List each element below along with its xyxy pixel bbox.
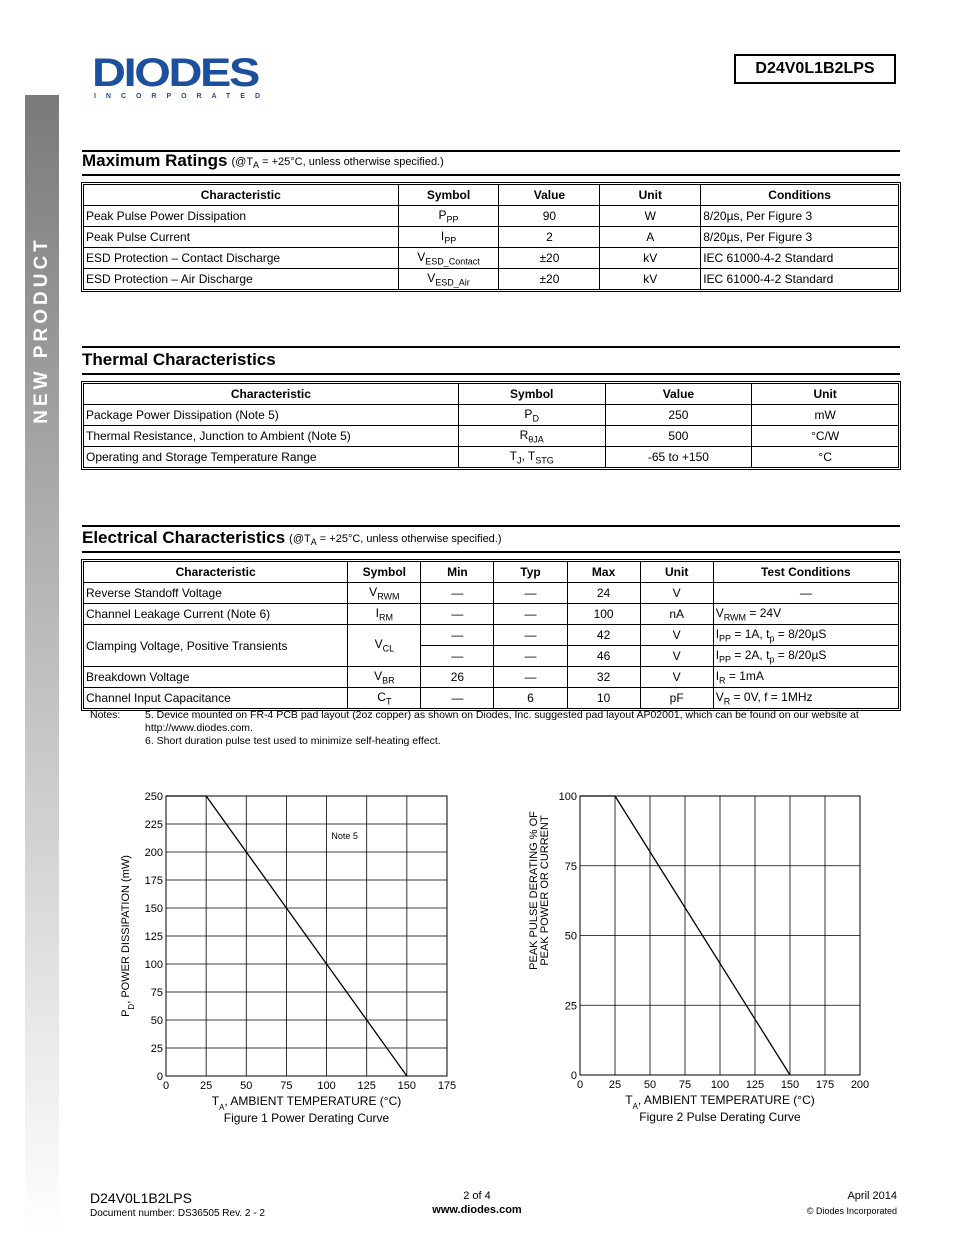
table-row	[84, 405, 899, 426]
sidebar-label: NEW PRODUCT	[31, 236, 52, 424]
y-axis-label: $P_D$, POWER DISSIPATION (mW)	[120, 855, 136, 1017]
symbol-cell: $V_{BR}$	[348, 667, 421, 688]
column-header: Typ	[494, 562, 567, 583]
value-cell: ±20	[499, 248, 600, 269]
x-tick-label: 200	[850, 1079, 870, 1091]
min-cell: —	[421, 646, 494, 667]
value-cell: 250	[605, 405, 752, 426]
electrical-section	[82, 525, 900, 709]
characteristic-cell: Reverse Standoff Voltage	[84, 583, 348, 604]
unit-cell: V	[640, 646, 713, 667]
y-tick-label: 75	[150, 987, 163, 999]
max-cell: 32	[567, 667, 640, 688]
column-header: Characteristic	[84, 384, 459, 405]
section-heading	[82, 346, 900, 375]
table-header-row	[84, 384, 899, 405]
x-tick-label: 175	[815, 1079, 835, 1091]
symbol-cell: $T_J$, $T_{STG}$	[458, 447, 605, 468]
table-header-row	[84, 185, 899, 206]
test-conditions-cell: $I_{PP} = 2A$, $t_p = 8/20\mu S$	[713, 646, 898, 667]
section-title: Electrical Characteristics	[82, 528, 286, 547]
symbol-cell: $C_T$	[348, 688, 421, 709]
test-conditions-cell: $I_R = 1mA$	[713, 667, 898, 688]
symbol-cell: $R_{\theta JA}$	[458, 426, 605, 447]
part-number-box: D24V0L1B2LPS	[734, 54, 896, 84]
characteristic-cell: Clamping Voltage, Positive Transients	[84, 625, 348, 667]
value-cell: ±20	[499, 269, 600, 290]
unit-cell: kV	[600, 248, 701, 269]
column-header: Unit	[600, 185, 701, 206]
table-row	[84, 688, 899, 709]
x-tick-label: 150	[397, 1080, 417, 1092]
note-5-url: http://www.diodes.com.	[145, 722, 253, 734]
y-tick-label: 100	[558, 791, 577, 803]
unit-cell: V	[640, 667, 713, 688]
test-conditions-cell: $I_{PP} = 1A$, $t_p = 8/20\mu S$	[713, 625, 898, 646]
conditions-cell: IEC 61000-4-2 Standard	[701, 248, 899, 269]
characteristic-cell: Operating and Storage Temperature Range	[84, 447, 459, 468]
table-row	[84, 583, 899, 604]
footer-page: 2 of 4	[463, 1190, 491, 1202]
value-cell: 90	[499, 206, 600, 227]
y-tick-label: 50	[150, 1015, 163, 1027]
y-tick-label: 75	[564, 860, 577, 873]
section-title: Maximum Ratings	[82, 151, 228, 170]
thermal-table	[83, 383, 899, 468]
characteristic-cell: Package Power Dissipation (Note 5)	[84, 405, 459, 426]
unit-cell: V	[640, 625, 713, 646]
figure-caption: Figure 2 Pulse Derating Curve	[639, 1110, 801, 1124]
y-axis-label: PEAK POWER OR CURRENT	[539, 815, 551, 966]
characteristic-cell: Breakdown Voltage	[84, 667, 348, 688]
x-tick-label: 125	[745, 1079, 765, 1091]
y-tick-label: 250	[144, 791, 163, 803]
test-conditions-cell: $V_R = 0V$, f = 1MHz	[713, 688, 898, 709]
unit-cell: W	[600, 206, 701, 227]
section-condition: ($@T_A = +25^\circ C$, unless otherwise specified.)	[231, 155, 444, 170]
column-header: Symbol	[348, 562, 421, 583]
unit-cell: V	[640, 583, 713, 604]
y-tick-label: 125	[144, 931, 163, 943]
column-header: Characteristic	[84, 185, 399, 206]
test-conditions-cell: —	[713, 583, 898, 604]
max-ratings-section	[82, 150, 900, 290]
column-header: Value	[605, 384, 752, 405]
unit-cell: pF	[640, 688, 713, 709]
y-tick-label: 0	[156, 1071, 163, 1083]
x-tick-label: 75	[280, 1080, 293, 1092]
section-title: Thermal Characteristics	[82, 350, 276, 369]
typ-cell: —	[494, 646, 567, 667]
x-tick-label: 0	[576, 1079, 584, 1091]
column-header: Unit	[640, 562, 713, 583]
symbol-cell: $V_{ESD\_Contact}$	[398, 248, 499, 269]
typ-cell: —	[494, 583, 567, 604]
svg-text:INCORPORATED: INCORPORATED	[94, 93, 260, 100]
table-row	[84, 604, 899, 625]
column-header: Conditions	[701, 185, 899, 206]
table-row	[84, 625, 899, 646]
y-tick-label: 0	[570, 1070, 577, 1082]
note-annotation: Note 5	[331, 831, 358, 842]
column-header: Test Conditions	[713, 562, 898, 583]
unit-cell: kV	[600, 269, 701, 290]
conditions-cell: 8/20µs, Per Figure 3	[701, 206, 899, 227]
x-tick-label: 75	[678, 1079, 692, 1091]
unit-cell: mW	[752, 405, 899, 426]
plot-area	[145, 791, 457, 1092]
x-tick-label: 125	[357, 1080, 376, 1092]
diodes-logo	[90, 52, 266, 102]
y-tick-label: 200	[144, 847, 163, 859]
figure-caption: Figure 1 Power Derating Curve	[223, 1111, 390, 1125]
x-tick-label: 150	[780, 1079, 800, 1091]
svg-text:DIODES: DIODES	[92, 52, 260, 95]
x-tick-label: 100	[710, 1079, 730, 1091]
characteristic-cell: ESD Protection – Contact Discharge	[84, 248, 399, 269]
conditions-cell: IEC 61000-4-2 Standard	[701, 269, 899, 290]
typ-cell: —	[494, 667, 567, 688]
y-axis-label: PEAK PULSE DERATING % OF	[528, 811, 540, 970]
thermal-section	[82, 346, 900, 468]
plot-area	[559, 791, 870, 1091]
value-cell: 2	[499, 227, 600, 248]
footer-url[interactable]: www.diodes.com	[432, 1204, 522, 1216]
figure-2-pulse-derating-chart	[525, 785, 895, 1130]
section-heading	[82, 150, 900, 176]
symbol-cell: $V_{CL}$	[348, 625, 421, 667]
x-tick-label: 25	[200, 1080, 213, 1092]
typ-cell: —	[494, 604, 567, 625]
min-cell: —	[421, 604, 494, 625]
table-row	[84, 206, 899, 227]
unit-cell: A	[600, 227, 701, 248]
note-6: 6. Short duration pulse test used to minimize self-heating effect.	[145, 735, 441, 747]
max-cell: 100	[567, 604, 640, 625]
section-condition: ($@T_A = +25^\circ C$, unless otherwise specified.)	[289, 532, 502, 547]
value-cell: 500	[605, 426, 752, 447]
symbol-cell: $V_{ESD\_Air}$	[398, 269, 499, 290]
note-5: 5. Device mounted on FR-4 PCB pad layout (2oz copper) as shown on Diodes, Inc. suggested pad layout AP02001, which can be found on our website at	[145, 709, 859, 721]
x-axis-label: $T_A$, AMBIENT TEMPERATURE (°C)	[625, 1093, 815, 1111]
min-cell: —	[421, 625, 494, 646]
test-conditions-cell: $V_{RWM} = 24V$	[713, 604, 898, 625]
x-tick-label: 175	[437, 1080, 457, 1092]
max-ratings-table	[83, 184, 899, 290]
symbol-cell: $I_{PP}$	[398, 227, 499, 248]
unit-cell: °C	[752, 447, 899, 468]
column-header: Unit	[752, 384, 899, 405]
max-cell: 10	[567, 688, 640, 709]
symbol-cell: $I_{RM}$	[348, 604, 421, 625]
figure-1-power-derating-chart	[110, 785, 470, 1130]
y-tick-label: 150	[144, 903, 163, 915]
x-tick-label: 100	[317, 1080, 336, 1092]
symbol-cell: $V_{RWM}$	[348, 583, 421, 604]
footer-docnum: Document number: DS36505 Rev. 2 - 2	[90, 1208, 265, 1219]
section-heading	[82, 525, 900, 553]
column-header: Value	[499, 185, 600, 206]
table-row	[84, 269, 899, 290]
x-tick-label: 50	[643, 1079, 657, 1091]
notes	[90, 709, 900, 747]
unit-cell: °C/W	[752, 426, 899, 447]
value-cell: -65 to +150	[605, 447, 752, 468]
y-tick-label: 175	[144, 875, 163, 887]
y-tick-label: 25	[564, 1000, 577, 1013]
notes-label: Notes:	[90, 709, 121, 721]
table-header-row	[84, 562, 899, 583]
y-tick-label: 50	[564, 930, 577, 943]
y-tick-label: 100	[144, 959, 163, 971]
min-cell: 26	[421, 667, 494, 688]
table-row	[84, 447, 899, 468]
column-header: Characteristic	[84, 562, 348, 583]
footer-part: D24V0L1B2LPS	[90, 1190, 192, 1206]
footer-date: April 2014	[847, 1190, 897, 1202]
unit-cell: nA	[640, 604, 713, 625]
symbol-cell: $P_{PP}$	[398, 206, 499, 227]
max-cell: 42	[567, 625, 640, 646]
x-tick-label: 50	[240, 1080, 253, 1092]
column-header: Min	[421, 562, 494, 583]
table-row	[84, 667, 899, 688]
column-header: Symbol	[458, 384, 605, 405]
electrical-table	[83, 561, 899, 709]
typ-cell: —	[494, 625, 567, 646]
characteristic-cell: Peak Pulse Current	[84, 227, 399, 248]
table-row	[84, 227, 899, 248]
x-tick-label: 25	[608, 1079, 622, 1091]
footer-copyright: © Diodes Incorporated	[806, 1206, 897, 1216]
typ-cell: 6	[494, 688, 567, 709]
column-header: Max	[567, 562, 640, 583]
conditions-cell: 8/20µs, Per Figure 3	[701, 227, 899, 248]
x-axis-label: $T_A$, AMBIENT TEMPERATURE (°C)	[211, 1094, 402, 1112]
table-row	[84, 248, 899, 269]
characteristic-cell: ESD Protection – Air Discharge	[84, 269, 399, 290]
characteristic-cell: Channel Leakage Current (Note 6)	[84, 604, 348, 625]
characteristic-cell: Peak Pulse Power Dissipation	[84, 206, 399, 227]
y-tick-label: 25	[150, 1043, 163, 1055]
max-cell: 24	[567, 583, 640, 604]
x-tick-label: 0	[162, 1080, 170, 1092]
column-header: Symbol	[398, 185, 499, 206]
symbol-cell: $P_D$	[458, 405, 605, 426]
y-tick-label: 225	[144, 819, 163, 831]
characteristic-cell: Thermal Resistance, Junction to Ambient (Note 5)	[84, 426, 459, 447]
characteristic-cell: Channel Input Capacitance	[84, 688, 348, 709]
max-cell: 46	[567, 646, 640, 667]
min-cell: —	[421, 583, 494, 604]
table-row	[84, 426, 899, 447]
min-cell: —	[421, 688, 494, 709]
